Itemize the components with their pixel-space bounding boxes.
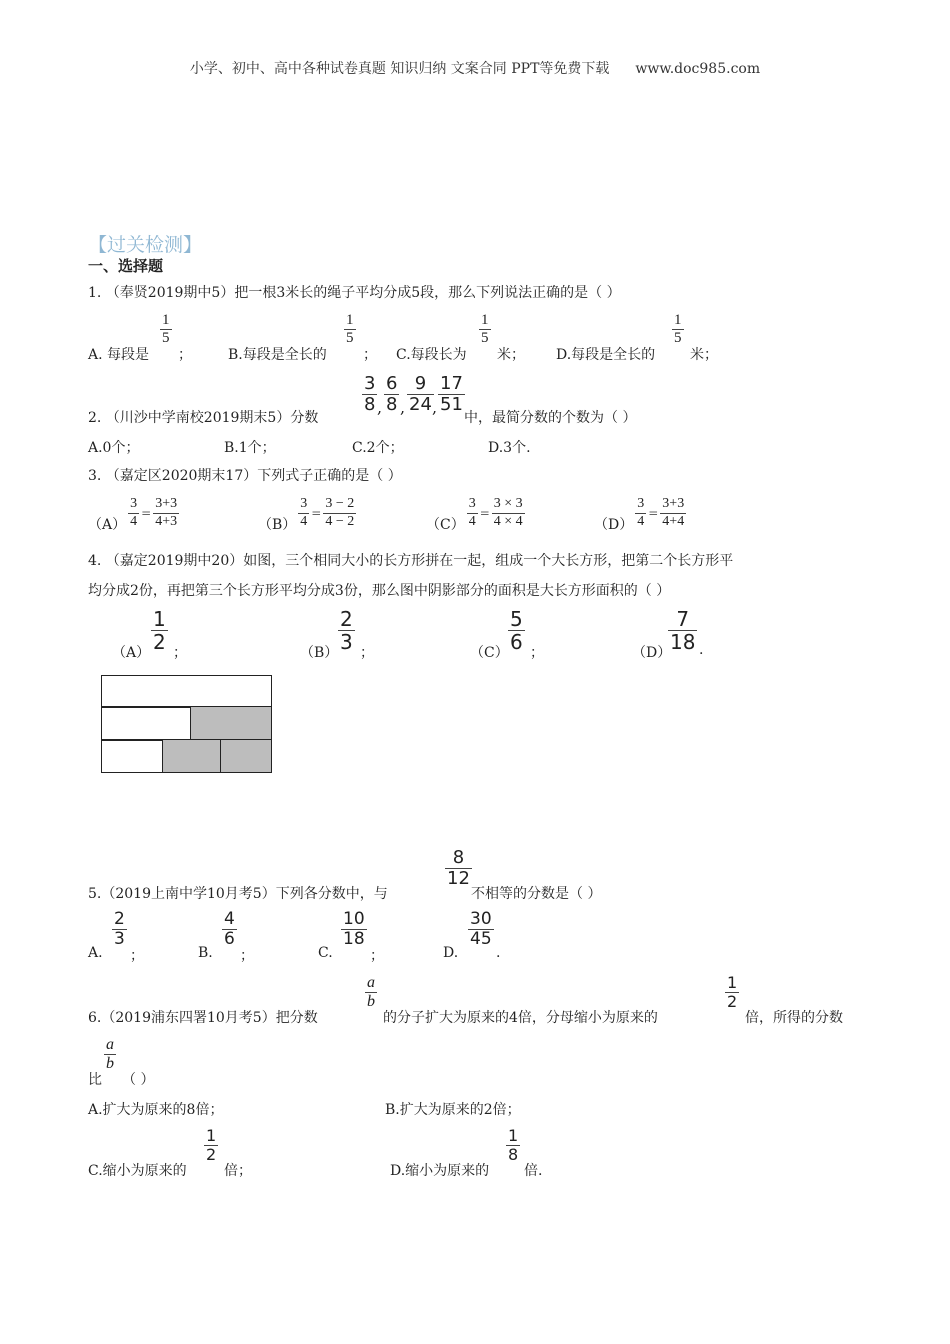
q2-fraction-4: $\frac{17}{51}$ xyxy=(440,373,463,415)
q5-option-b-suffix: ； xyxy=(240,948,254,964)
q3-option-d xyxy=(594,492,688,534)
q3-option-a-eq: = xyxy=(141,506,152,520)
q6-option-d-fraction: $\frac{1}{8}$ xyxy=(508,1126,519,1164)
q6-line2-fraction: $\frac{a}{b}$ xyxy=(106,1036,114,1072)
q4-stem-line1: 4. （嘉定2019期中20）如图，三个相同大小的长方形拼在一起，组成一个大长方形，把第二个长方形平 xyxy=(88,553,734,569)
q4-option-d-label: （D） xyxy=(632,645,672,661)
q1-option-c-prefix: C.每段长为 xyxy=(396,347,467,363)
q4-stem-line2: 均分成2份，再把第三个长方形平均分成3份，那么图中阴影部分的面积是大长方形面积的（ ） xyxy=(88,583,671,599)
page-header xyxy=(0,58,950,78)
q3-option-d-label: （D） xyxy=(594,517,634,533)
q2-comma-3: , xyxy=(432,398,438,417)
q6-option-d-before: D.缩小为原来的 xyxy=(390,1163,490,1179)
q5-option-a-suffix: ； xyxy=(130,948,144,964)
rectangle-row-2-left xyxy=(101,706,192,741)
q5-fraction: $\frac{8}{12}$ xyxy=(447,847,470,889)
q6-option-a: A.扩大为原来的8倍； xyxy=(88,1102,224,1118)
q6-option-d-after: 倍. xyxy=(524,1163,543,1179)
q5-option-c-prefix: C. xyxy=(318,945,333,961)
q2-fraction-1: $\frac{3}{8}$ xyxy=(364,373,376,415)
q2-stem-before: 2. （川沙中学南校2019期末5）分数 xyxy=(88,410,319,426)
q2-stem-after: 中，最简分数的个数为（ ） xyxy=(464,410,637,426)
q3-option-b-right: $\frac{3 - 2}{4 - 2}$ xyxy=(325,496,355,529)
q5-option-d-prefix: D. xyxy=(443,945,459,961)
q2-option-c: C.2个； xyxy=(352,440,404,456)
q4-option-a-label: （A） xyxy=(112,645,151,661)
q3-option-b-label: （B） xyxy=(258,517,297,533)
q2-option-a: A.0个； xyxy=(88,440,140,456)
q1-option-c-suffix: 米； xyxy=(497,347,525,363)
rectangle-row-2-shaded xyxy=(190,706,272,741)
q4-option-d-suffix: . xyxy=(699,642,704,658)
rectangle-row-3-left xyxy=(101,739,164,773)
q4-option-a-fraction: $\frac{1}{2}$ xyxy=(153,607,166,654)
q1-option-d-prefix: D.每段是全长的 xyxy=(556,347,656,363)
q5-option-a-prefix: A. xyxy=(88,945,103,961)
q1-stem: 1. （奉贤2019期中5）把一根3米长的绳子平均分成5段，那么下列说法正确的是（ ） xyxy=(88,285,621,301)
q5-stem-before: 5.（2019上南中学10月考5）下列各分数中，与 xyxy=(88,886,388,902)
q6-option-c-before: C.缩小为原来的 xyxy=(88,1163,187,1179)
q1-option-a-prefix: A. 每段是 xyxy=(88,347,150,363)
q1-option-d-fraction: $\frac{1}{5}$ xyxy=(674,312,682,346)
q2-comma-1: , xyxy=(377,398,383,417)
q6-part1: 6.（2019浦东四署10月考5）把分数 xyxy=(88,1010,318,1026)
header-text: 小学、初中、高中各种试卷真题 知识归纳 文案合同 PPT等免费下载 xyxy=(189,61,610,77)
q3-option-a-left: $\frac{3}{4}$ xyxy=(130,496,138,529)
q6-part2: 的分子扩大为原来的4倍，分母缩小为原来的 xyxy=(383,1010,658,1026)
q3-option-b-eq: = xyxy=(311,506,322,520)
q1-option-c-fraction: $\frac{1}{5}$ xyxy=(481,312,489,346)
q2-comma-2: , xyxy=(400,398,406,417)
q3-stem: 3. （嘉定区2020期末17）下列式子正确的是（ ） xyxy=(88,468,402,484)
q6-part3: 倍，所得的分数 xyxy=(745,1010,843,1026)
q3-option-d-eq: = xyxy=(648,506,659,520)
section-subtitle: 一、选择题 xyxy=(88,257,164,275)
q3-option-a-label: （A） xyxy=(88,517,127,533)
q3-option-c-label: （C） xyxy=(426,517,465,533)
q3-option-b-left: $\frac{3}{4}$ xyxy=(300,496,308,529)
header-site-link[interactable]: www.doc985.com xyxy=(635,61,761,77)
q6-option-c-fraction: $\frac{1}{2}$ xyxy=(206,1126,217,1164)
q3-option-c-eq: = xyxy=(479,506,490,520)
rectangle-figure xyxy=(101,675,272,773)
q3-option-a-right: $\frac{3+3}{4+3}$ xyxy=(155,496,178,529)
q3-option-c xyxy=(426,492,527,534)
q6-option-c-after: 倍； xyxy=(224,1163,252,1179)
q1-option-a-suffix: ； xyxy=(178,347,192,363)
q3-option-d-left: $\frac{3}{4}$ xyxy=(637,496,645,529)
q3-option-c-left: $\frac{3}{4}$ xyxy=(468,496,476,529)
q3-option-d-right: $\frac{3+3}{4+4}$ xyxy=(662,496,685,529)
q5-option-c-fraction: $\frac{10}{18}$ xyxy=(343,909,365,949)
q5-option-c-suffix: ； xyxy=(370,948,384,964)
q6-line2-before: 比 xyxy=(88,1072,102,1088)
rectangle-row-3-shaded-right xyxy=(220,739,272,773)
q2-option-b: B.1个； xyxy=(224,440,276,456)
q4-option-c-fraction: $\frac{5}{6}$ xyxy=(510,607,523,654)
q2-fraction-3: $\frac{9}{24}$ xyxy=(409,373,432,415)
q4-option-b-fraction: $\frac{2}{3}$ xyxy=(340,607,353,654)
q6-fraction-half: $\frac{1}{2}$ xyxy=(727,973,738,1011)
q5-option-a-fraction: $\frac{2}{3}$ xyxy=(114,909,125,949)
q5-option-d-fraction: $\frac{30}{45}$ xyxy=(470,909,492,949)
q2-fraction-2: $\frac{6}{8}$ xyxy=(386,373,398,415)
q4-option-a-suffix: ； xyxy=(173,645,187,661)
q5-option-d-suffix: . xyxy=(496,945,501,961)
section-title: 【过关检测】 xyxy=(88,234,203,256)
q1-option-d-suffix: 米； xyxy=(690,347,718,363)
q3-option-b xyxy=(258,492,358,534)
q3-option-a xyxy=(88,492,181,534)
q1-option-b-prefix: B.每段是全长的 xyxy=(228,347,327,363)
q4-option-b-suffix: ； xyxy=(360,645,374,661)
q6-line2-after: （ ） xyxy=(122,1072,155,1088)
q1-option-a-fraction: $\frac{1}{5}$ xyxy=(162,312,170,346)
q4-option-d-fraction: $\frac{7}{18}$ xyxy=(670,607,696,654)
q6-option-b: B.扩大为原来的2倍； xyxy=(385,1102,521,1118)
rectangle-row-1 xyxy=(101,675,272,708)
q6-fraction-ab: $\frac{a}{b}$ xyxy=(367,974,375,1010)
q4-option-b-label: （B） xyxy=(300,645,339,661)
q5-option-b-fraction: $\frac{4}{6}$ xyxy=(224,909,235,949)
rectangle-row-3-shaded-middle xyxy=(162,739,222,773)
q2-option-d: D.3个. xyxy=(488,440,531,456)
q3-option-c-right: $\frac{3 \times 3}{4 \times 4}$ xyxy=(493,496,523,529)
q4-option-c-suffix: ； xyxy=(530,645,544,661)
q4-option-c-label: （C） xyxy=(470,645,509,661)
q5-option-b-prefix: B. xyxy=(198,945,213,961)
q5-stem-after: 不相等的分数是（ ） xyxy=(471,886,602,902)
q1-option-b-suffix: ； xyxy=(363,347,377,363)
q1-option-b-fraction: $\frac{1}{5}$ xyxy=(346,312,354,346)
